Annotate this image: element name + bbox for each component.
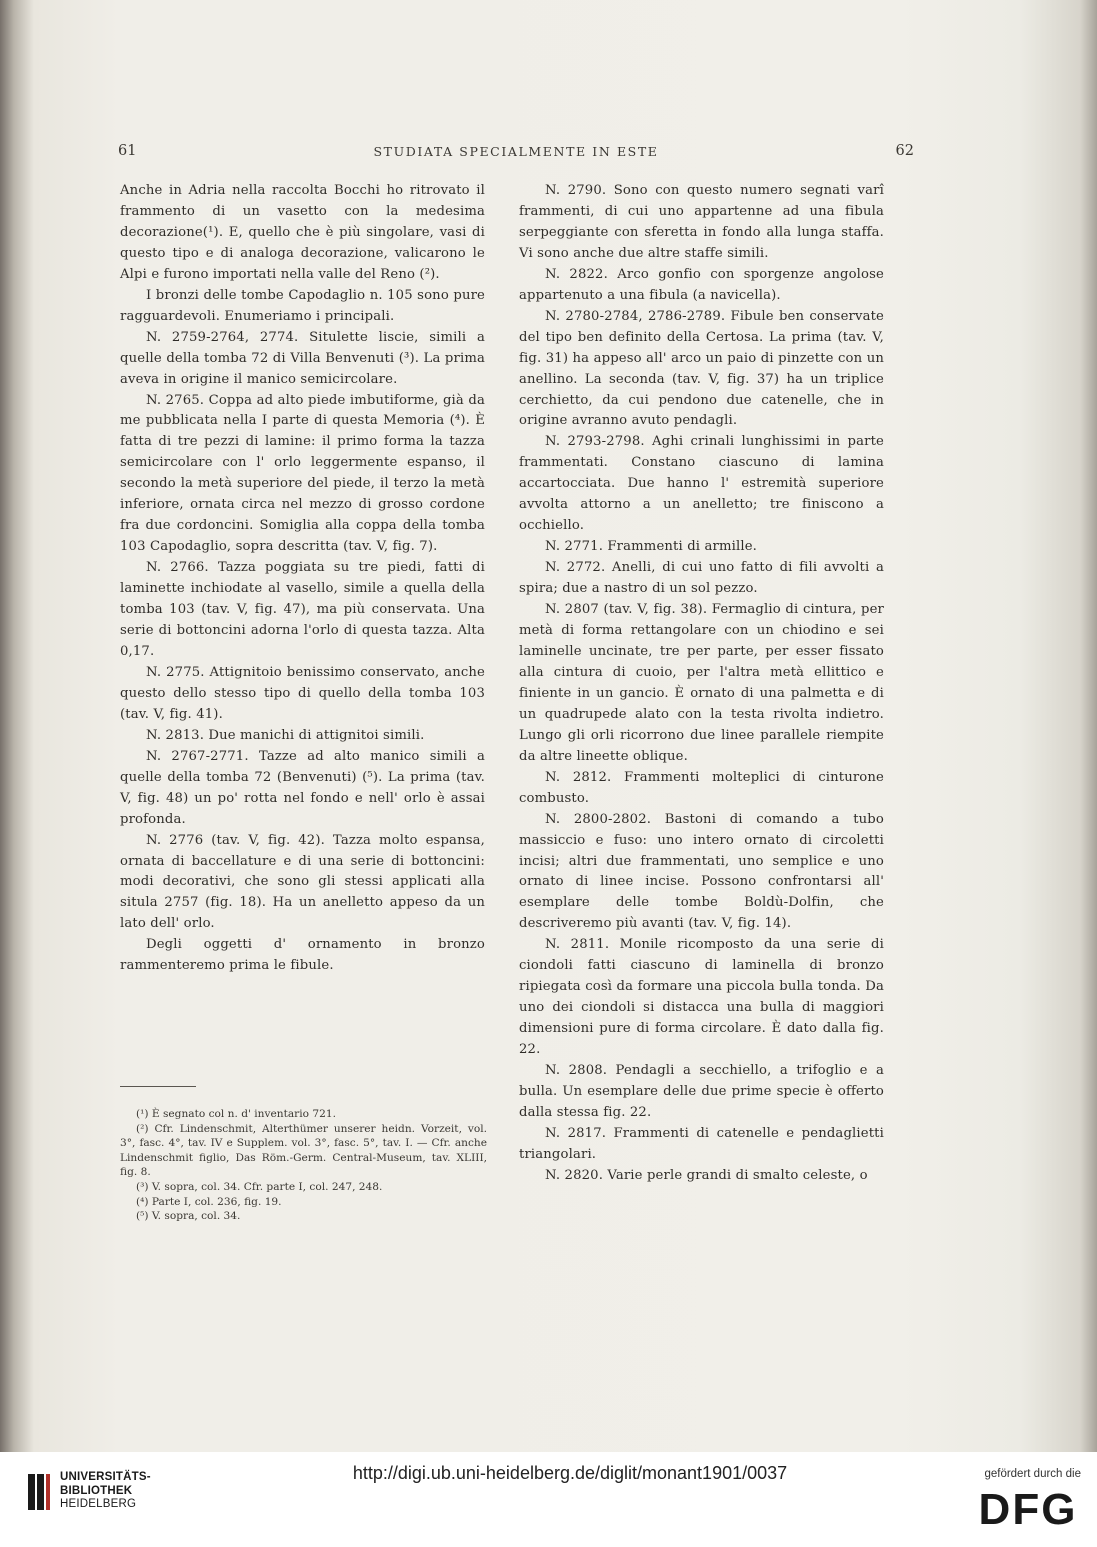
paragraph: N. 2790. Sono con questo numero segnati varî frammenti, di cui uno appartenne ad una fibula serpeggiante con sferetta in fondo alla lunga staffa. Vi sono anche due altre staffe simili. bbox=[519, 183, 884, 261]
paragraph: N. 2780-2784, 2786-2789. Fibule ben conservate del tipo ben definito della Certosa. La prima (tav. V, fig. 31) ha appeso all' arco un paio di pinzette con un anellino. La seconda (tav. V, fig. 37) ha un triplice cerchietto, da cui pendono due catenelle, che in origine avranno avuto pendagli. bbox=[519, 308, 884, 429]
svg-text:DFG: DFG bbox=[978, 1488, 1078, 1528]
paragraph: N. 2775. Attignitoio benissimo conservato, anche questo dello stesso tipo di quello della tomba 103 (tav. V, fig. 41). bbox=[120, 664, 485, 722]
footnote: (⁴) Parte I, col. 236, fig. 19. bbox=[136, 1195, 282, 1208]
paragraph: N. 2771. Frammenti di armille. bbox=[545, 539, 758, 555]
paragraph: N. 2817. Frammenti di catenelle e pendaglietti triangolari. bbox=[519, 1125, 884, 1162]
footnote: (¹) È segnato col n. d' inventario 721. bbox=[136, 1108, 336, 1120]
footnote: (³) V. sopra, col. 34. Cfr. parte I, col. 247, 248. bbox=[136, 1180, 383, 1193]
footnote-rule bbox=[120, 1086, 196, 1087]
paragraph: N. 2767-2771. Tazze ad alto manico simili a quelle della tomba 72 (Benvenuti) (⁵). La prima (tav. V, fig. 48) un po' rotta nel fondo e nell' orlo è assai profonda. bbox=[120, 748, 485, 827]
page-number-left: 61 bbox=[118, 143, 137, 159]
paragraph: N. 2800-2802. Bastoni di comando a tubo massiccio e fuso: uno intero ornato di circoletti incisi; altri due frammentati, uno semplice e uno ornato di linee incise. Possono confrontarsi all' esemplare delle tombe Boldù-Dolfin, che descriveremo più avanti (tav. V, fig. 14). bbox=[519, 811, 884, 932]
footnote: (⁵) V. sopra, col. 34. bbox=[136, 1210, 241, 1223]
paragraph: N. 2812. Frammenti molteplici di cinturone combusto. bbox=[519, 769, 884, 806]
paragraph: N. 2813. Due manichi di attignitoi simili. bbox=[146, 727, 425, 743]
paragraph: N. 2808. Pendagli a secchiello, a trifoglio e a bulla. Un esemplare delle due prime specie è offerto dalla stessa fig. 22. bbox=[519, 1063, 884, 1120]
footnote: (²) Cfr. Lindenschmit, Alterthümer unserer heidn. Vorzeit, vol. 3°, fasc. 4°, tav. IV e Supplem. vol. 3°, fasc. 5°, tav. I. — Cfr. anche Lindenschmit figlio, Das Röm.-Germ. Central-Museum, tav. XLIII, fig. 8. bbox=[120, 1122, 487, 1179]
library-name[interactable]: UNIVERSITÄTS- BIBLIOTHEK HEIDELBERG bbox=[60, 1471, 151, 1510]
right-column bbox=[519, 181, 884, 1187]
paragraph: N. 2772. Anelli, di cui uno fatto di fili avvolti a spira; due a nastro di un sol pezzo. bbox=[519, 560, 884, 597]
footnotes bbox=[120, 1107, 487, 1224]
library-logo-icon bbox=[26, 1472, 52, 1512]
paragraph: N. 2793-2798. Aghi crinali lunghissimi in parte frammentati. Constano ciascuno di lamina accartocciata. Due hanno l' estremità superiore avvolta attorno a un anelletto; tre finiscono a occhiello. bbox=[519, 434, 884, 534]
viewer-footer bbox=[0, 1452, 1097, 1547]
book-page bbox=[38, 0, 1083, 1452]
permalink-url[interactable]: http://digi.ub.uni-heidelberg.de/diglit/monant1901/0037 bbox=[352, 1463, 788, 1483]
paragraph: N. 2822. Arco gonfio con sporgenze angolose appartenuto a una fibula (a navicella). bbox=[519, 266, 884, 303]
paragraph: Degli oggetti d' ornamento in bronzo rammenteremo prima le fibule. bbox=[120, 937, 485, 974]
running-title: STUDIATA SPECIALMENTE IN ESTE bbox=[373, 144, 659, 159]
paragraph: N. 2765. Coppa ad alto piede imbutiforme, già da me pubblicata nella I parte di questa Memoria (⁴). È fatta di tre pezzi di lamine: il primo forma la tazza semicircolare con l' orlo leggermente espanso, il secondo la metà superiore del piede, il terzo la metà inferiore, ornata circa nel mezzo di grosso cordone fra due cordoncini. Somiglia alla coppa della tomba 103 Capodaglio, sopra descritta (tav. V, fig. 7). bbox=[120, 392, 485, 555]
paragraph: N. 2776 (tav. V, fig. 42). Tazza molto espansa, ornata di baccellature e di una serie di bottoncini: modi decorativi, che sono gli stessi applicati alla situla 2757 (fig. 18). Ha un anelletto appeso da un lato dell' orlo. bbox=[120, 832, 485, 932]
paragraph: N. 2759-2764, 2774. Situlette liscie, simili a quelle della tomba 72 di Villa Benvenuti (³). La prima aveva in origine il manico semicircolare. bbox=[120, 329, 485, 387]
paragraph: N. 2807 (tav. V, fig. 38). Fermaglio di cintura, per metà di forma rettangolare con un chiodino e sei laminelle uncinate, tre per parte, per esser fissato alla cintura di cuoio, per l'altra metà ellittico e finiente in un gancio. È ornato di una palmetta e di un quadrupede alato con la testa rivolta indietro. Lungo gli orli ricorrono due linee parallele riempite da altre lineette oblique. bbox=[519, 602, 884, 764]
dfg-logo-icon[interactable] bbox=[975, 1488, 1081, 1528]
page-number-right: 62 bbox=[895, 143, 914, 159]
paragraph: Anche in Adria nella raccolta Bocchi ho ritrovato il frammento di un vasetto con la medesima decorazione(¹). E, quello che è più singolare, vasi di questo tipo e di analoga decorazione, valicarono le Alpi e furono importati nella valle del Reno (²). bbox=[120, 183, 485, 282]
paragraph: N. 2766. Tazza poggiata su tre piedi, fatti di laminette inchiodate al vasello, simile a quella della tomba 103 (tav. V, fig. 47), ma più conservata. Una serie di bottoncini adorna l'orlo di questa tazza. Alta 0,17. bbox=[120, 560, 485, 659]
paragraph: N. 2811. Monile ricomposto da una serie di ciondoli fatti ciascuno di laminella di bronzo ripiegata così da formare una piccola bulla tonda. Da uno dei ciondoli si distacca una bulla di maggiori dimensioni pure di forma circolare. È dato dalla fig. 22. bbox=[519, 937, 884, 1058]
funded-by-label: gefördert durch die bbox=[984, 1468, 1081, 1480]
left-column bbox=[120, 181, 485, 977]
paragraph: N. 2820. Varie perle grandi di smalto celeste, o bbox=[545, 1167, 868, 1183]
paragraph: I bronzi delle tombe Capodaglio n. 105 sono pure ragguardevoli. Enumeriamo i principali. bbox=[120, 287, 485, 324]
running-header bbox=[118, 143, 914, 167]
